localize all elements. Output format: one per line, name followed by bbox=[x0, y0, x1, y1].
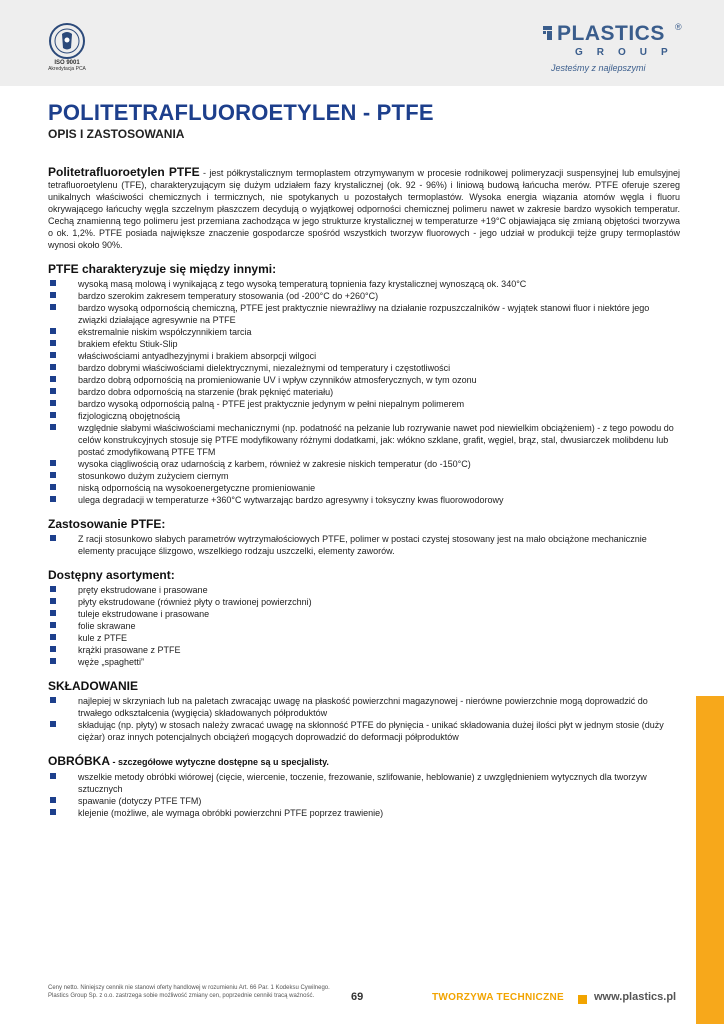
list-item: Z racji stosunkowo słabych parametrów wytrzymałościowych PTFE, polimer w postaci czystej stosowany jest na mało obciążone mechanicznie elementy pracujące ślizgowo, wszelkiego rodzaju uszczelki, elementy zaworów. bbox=[48, 533, 680, 557]
characteristics-heading: PTFE charakteryzuje się między innymi: bbox=[48, 262, 277, 276]
list-item: fizjologiczną obojętnością bbox=[48, 410, 680, 422]
footer-section-name: TWORZYWA TECHNICZNE bbox=[432, 992, 564, 1003]
list-item: pręty ekstrudowane i prasowane bbox=[48, 584, 680, 596]
iso-sublabel: Akredytacja PCA bbox=[48, 66, 86, 72]
intro-text: - jest półkrystalicznym termoplastem otrzymywanym w procesie rodnikowej polimeryzacji suspensyjnej lub emulsyjnej tetrafluoroetylenu (TFE), charakteryzującym się dużym udziałem fazy krystalicznej (ok. 92 - 96%) i liniową budową łańcucha merów. PTFE oferuje szereg unikalnych właściwości chemicznych i termicznych, nie spotykanych u pozostałych termoplastów. Wysoka energia wiązania atomów węgla i fluoru okrywającego łańcuchy węgla szczelnym płaszczem decydują o wyjątkowej odporności chemicznej polimeru nawet w zakresie bardzo wysokich temperatur. Cechą znamienną tego polimeru jest przemiana zachodząca w jego strukturze krystalicznej w temperaturze +19°C objawiająca się zmianą objętości tworzywa o ok. 1,2%. PTFE posiada największe znaczenie gospodarcze spośród wszystkich tworzyw fluorowych - jego udział w produkcji tejże grupy termoplastów wynosi około 90%. bbox=[48, 168, 681, 250]
list-item: składując (np. płyty) w stosach należy zwracać uwagę na skłonność PTFE do płynięcia - unikać składowania dużej ilości płyt w jednym stosie (duży ciężar) oraz innych potencjalnych obciążeń mogących doprowadzić do deformacji półproduktów bbox=[48, 719, 680, 743]
processing-heading bbox=[48, 754, 680, 770]
list-item: wysoka ciągliwością oraz udarnością z karbem, również w zakresie niskich temperatur (do -150°C) bbox=[48, 458, 680, 470]
registered-mark: ® bbox=[675, 22, 682, 32]
brand-tagline: Jesteśmy z najlepszymi bbox=[551, 63, 646, 73]
list-item: bardzo wysoką odpornością palną - PTFE jest praktycznie jedynym w pełni niepalnym polimerem bbox=[48, 398, 680, 410]
list-item: kule z PTFE bbox=[48, 632, 680, 644]
processing-note: - szczegółowe wytyczne dostępne są u specjalisty. bbox=[110, 757, 329, 767]
footer-legal-note bbox=[48, 984, 338, 1000]
list-item: klejenie (możliwe, ale wymaga obróbki powierzchni PTFE poprzez trawienie) bbox=[48, 807, 680, 819]
list-item: bardzo wysoką odpornością chemiczną, PTFE jest praktycznie niewrażliwy na działanie rozpuszczalników - wyjątek stanowi fluor i niektóre jego związki działające agresywnie na PTFE bbox=[48, 302, 680, 326]
certification-seal-icon bbox=[46, 22, 88, 60]
intro-lead: Politetrafluoroetylen PTFE bbox=[48, 165, 200, 179]
list-item: wysoką masą molową i wynikającą z tego wysoką temperaturą topnienia fazy krystalicznej wynoszącą ok. 340°C bbox=[48, 278, 680, 290]
list-item: względnie słabymi właściwościami mechanicznymi (np. podatność na pełzanie lub rozrywanie nawet pod niewielkim obciążeniem) - z tego powodu do celów konstrukcyjnych stosuje się PTFE modyfikowany różnymi dodatkami, jak: włókno szklane, grafit, węgiel, brąz, stal, dwusiarczek molibdenu lub postać zmodyfikowaną PTFE TFM bbox=[48, 422, 680, 458]
assortment-list bbox=[48, 584, 680, 668]
characteristics-list bbox=[48, 278, 680, 506]
footer-square-icon bbox=[578, 995, 587, 1004]
list-item: bardzo dobrą odpornością na promieniowanie UV i wpływ czynników atmosferycznych, w tym ozonu bbox=[48, 374, 680, 386]
list-item: folie skrawane bbox=[48, 620, 680, 632]
processing-list bbox=[48, 771, 680, 819]
list-item: stosunkowo dużym zużyciem ciernym bbox=[48, 470, 680, 482]
list-item: najlepiej w skrzyniach lub na paletach zwracając uwagę na płaskość powierzchni magazynowej - nierówne powierzchnie mogą doprowadzić do trwałego odkształcenia (wygięcia) składowanych półproduktów bbox=[48, 695, 680, 719]
legal-line: Ceny netto. Niniejszy cennik nie stanowi oferty handlowej w rozumieniu Art. 66 Par. 1 Kodeksu Cywilnego. bbox=[48, 985, 330, 991]
intro-paragraph bbox=[48, 166, 680, 251]
list-item: spawanie (dotyczy PTFE TFM) bbox=[48, 795, 680, 807]
list-item: bardzo dobrymi właściwościami dielektrycznymi, niezależnymi od temperatury i częstotliwości bbox=[48, 362, 680, 374]
legal-line: Plastics Group Sp. z o.o. zastrzega sobie możliwość zmiany cen, poprzednie cenniki tracą ważność. bbox=[48, 993, 315, 999]
list-item: płyty ekstrudowane (również płyty o trawionej powierzchni) bbox=[48, 596, 680, 608]
page-header bbox=[0, 0, 724, 86]
list-item: brakiem efektu Stiuk-Slip bbox=[48, 338, 680, 350]
list-item: węże „spaghetti” bbox=[48, 656, 680, 668]
storage-list bbox=[48, 695, 680, 743]
plastics-group-logo bbox=[543, 22, 693, 77]
application-heading: Zastosowanie PTFE: bbox=[48, 517, 166, 531]
page-subtitle: OPIS I ZASTOSOWANIA bbox=[48, 127, 185, 141]
page-number: 69 bbox=[351, 991, 364, 1003]
assortment-heading: Dostępny asortyment: bbox=[48, 568, 175, 582]
list-item: ulega degradacji w temperaturze +360°C wytwarzając bardzo agresywny i toksyczny kwas fluorowodorowy bbox=[48, 494, 680, 506]
footer-website-link[interactable]: www.plastics.pl bbox=[594, 991, 677, 1003]
main-content bbox=[48, 166, 680, 819]
iso-label: ISO 9001 bbox=[54, 60, 80, 66]
list-item: ekstremalnie niskim współczynnikiem tarcia bbox=[48, 326, 680, 338]
list-item: tuleje ekstrudowane i prasowane bbox=[48, 608, 680, 620]
application-list bbox=[48, 533, 680, 557]
brand-group: GROUP bbox=[575, 47, 682, 58]
list-item: bardzo szerokim zakresem temperatury stosowania (od -200°C do +260°C) bbox=[48, 290, 680, 302]
list-item: krążki prasowane z PTFE bbox=[48, 644, 680, 656]
list-item: wszelkie metody obróbki wiórowej (cięcie, wiercenie, toczenie, frezowanie, szlifowanie, heblowanie) z uwzględnieniem wytycznych dla tworzyw sztucznych bbox=[48, 771, 680, 795]
brand-name: PLASTICS bbox=[557, 22, 665, 45]
storage-heading: SKŁADOWANIE bbox=[48, 679, 138, 693]
iso-certification-label bbox=[30, 60, 104, 72]
processing-title: OBRÓBKA bbox=[48, 754, 110, 768]
list-item: właściwościami antyadhezyjnymi i brakiem absorpcji wilgoci bbox=[48, 350, 680, 362]
list-item: bardzo dobra odpornością na starzenie (brak pęknięć materiału) bbox=[48, 386, 680, 398]
list-item: niską odpornością na wysokoenergetyczne promieniowanie bbox=[48, 482, 680, 494]
page-title: POLITETRAFLUOROETYLEN - PTFE bbox=[48, 100, 434, 125]
side-accent-bar bbox=[696, 696, 724, 1024]
